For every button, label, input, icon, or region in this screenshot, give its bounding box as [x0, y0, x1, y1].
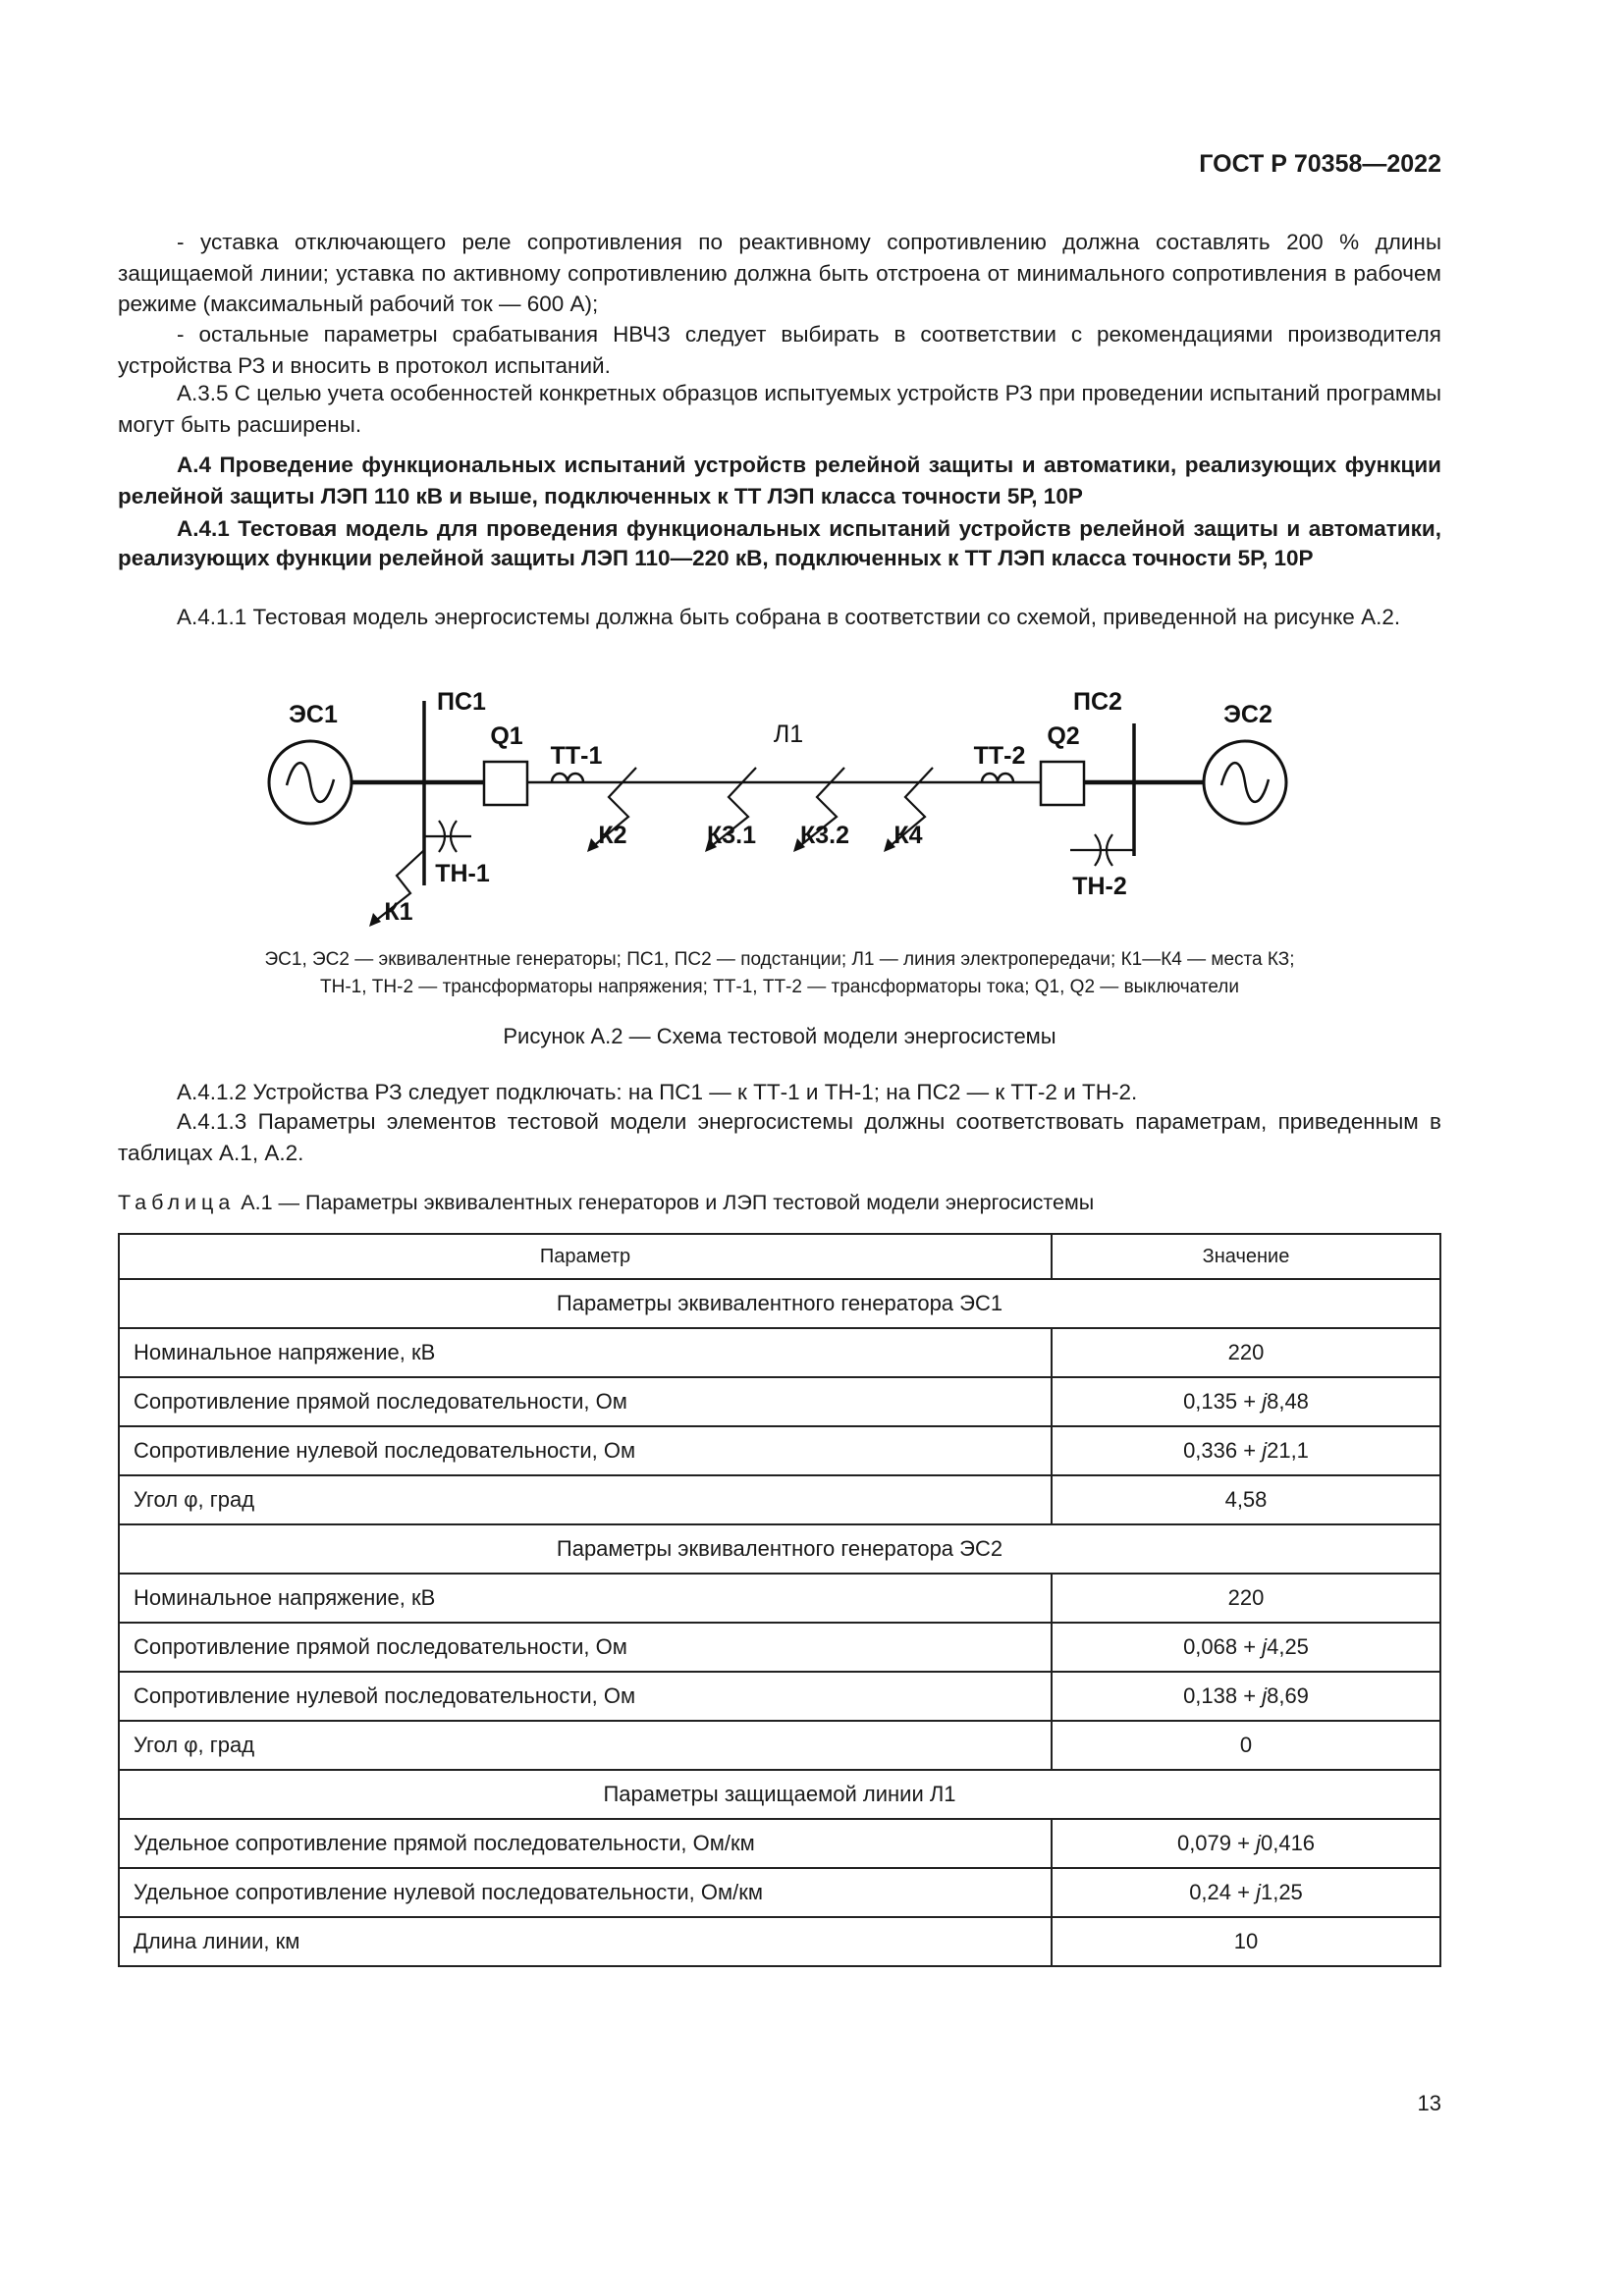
value-imag-unit: j — [1262, 1634, 1268, 1659]
table-row — [119, 1574, 1440, 1623]
value-imag: 8,69 — [1267, 1683, 1309, 1708]
value-imag: 4,25 — [1267, 1634, 1309, 1659]
legend-line: ТН-1, ТН-2 — трансформаторы напряжения; ТТ-1, ТТ-2 — трансформаторы тока; Q1, Q2 — выключатели — [320, 977, 1239, 997]
voltage-transformer-tn2-icon — [1070, 834, 1134, 866]
section-title: Параметры эквивалентного генератора ЭС1 — [119, 1279, 1440, 1328]
label-tt1: ТТ-1 — [550, 742, 603, 770]
value-imag: 21,1 — [1267, 1438, 1309, 1463]
table-row — [119, 1475, 1440, 1524]
page-number: 13 — [1417, 2091, 1441, 2115]
table-section-row — [119, 1279, 1440, 1328]
parameter-cell: Удельное сопротивление нулевой последовательности, Ом/км — [119, 1868, 1052, 1917]
paragraph-text: А.3.5 С целью учета особенностей конкретных образцов испытуемых устройств РЗ при проведении испытаний программы могут быть расширены. — [118, 381, 1441, 437]
value-cell — [1052, 1623, 1440, 1672]
parameters-table — [118, 1233, 1441, 1967]
value-imag-unit: j — [1262, 1683, 1268, 1708]
table-label: Таблица — [118, 1191, 236, 1214]
value-cell — [1052, 1426, 1440, 1475]
table-section-row — [119, 1770, 1440, 1819]
parameter-cell: Удельное сопротивление прямой последовательности, Ом/км — [119, 1819, 1052, 1868]
value-real: 0,138 + — [1183, 1683, 1263, 1708]
label-tt2: ТТ-2 — [973, 742, 1026, 770]
label-ps2: ПС2 — [1073, 688, 1122, 716]
value-cell: 220 — [1052, 1574, 1440, 1623]
table-row — [119, 1721, 1440, 1770]
value-cell — [1052, 1672, 1440, 1721]
table-row — [119, 1623, 1440, 1672]
parameter-cell: Сопротивление прямой последовательности, Ом — [119, 1377, 1052, 1426]
parameter-cell: Номинальное напряжение, кВ — [119, 1328, 1052, 1377]
value-real: 0,079 + — [1176, 1831, 1257, 1855]
current-transformer-tt2-icon — [982, 774, 1013, 782]
value-imag: 8,48 — [1267, 1389, 1309, 1414]
table-row — [119, 1672, 1440, 1721]
document-id: ГОСТ Р 70358—2022 — [1199, 150, 1441, 178]
table-row — [119, 1819, 1440, 1868]
value-real: 0,336 + — [1183, 1438, 1263, 1463]
section-title: Параметры эквивалентного генератора ЭС2 — [119, 1524, 1440, 1574]
paragraph-text: - остальные параметры срабатывания НВЧЗ следует выбирать в соответствии с рекомендациями производителя устройства РЗ и вносить в протокол испытаний. — [118, 322, 1441, 378]
label-k31: К3.1 — [706, 822, 757, 849]
table-section-row — [119, 1524, 1440, 1574]
table-row — [119, 1377, 1440, 1426]
label-k4: К4 — [893, 822, 923, 849]
label-tn2: ТН-2 — [1072, 873, 1127, 900]
value-imag-unit: j — [1262, 1389, 1268, 1414]
breaker-q2-icon — [1041, 762, 1084, 805]
figure-title: Рисунок А.2 — Схема тестовой модели энергосистемы — [503, 1024, 1056, 1048]
value-cell — [1052, 1377, 1440, 1426]
value-cell — [1052, 1819, 1440, 1868]
value-cell — [1052, 1868, 1440, 1917]
label-k2: К2 — [598, 822, 627, 849]
table-row — [119, 1917, 1440, 1966]
paragraph — [118, 1077, 1441, 1108]
section-title: Параметры защищаемой линии Л1 — [119, 1770, 1440, 1819]
value-cell: 0 — [1052, 1721, 1440, 1770]
label-ps1: ПС1 — [437, 688, 486, 716]
label-k32: К3.2 — [799, 822, 850, 849]
value-cell: 10 — [1052, 1917, 1440, 1966]
table-caption: А.1 — Параметры эквивалентных генераторов и ЛЭП тестовой модели энергосистемы — [235, 1191, 1095, 1214]
label-q2: Q2 — [1047, 722, 1080, 750]
label-l1: Л1 — [773, 721, 804, 748]
parameter-cell: Длина линии, км — [119, 1917, 1052, 1966]
paragraph-text: А.4.1.3 Параметры элементов тестовой модели энергосистемы должны соответствовать параметрам, приведенным в таблицах А.1, А.2. — [118, 1109, 1441, 1165]
value-imag-unit: j — [1262, 1438, 1268, 1463]
figure-legend — [118, 946, 1441, 1001]
label-es1: ЭС1 — [289, 701, 338, 728]
table-title — [118, 1191, 1094, 1215]
value-imag: 0,416 — [1260, 1831, 1316, 1855]
paragraph — [118, 1106, 1441, 1168]
legend-line: ЭС1, ЭС2 — эквивалентные генераторы; ПС1, ПС2 — подстанции; Л1 — линия электропередачи; К1—К4 — места КЗ; — [264, 949, 1295, 970]
table-row — [119, 1426, 1440, 1475]
table-header-row — [119, 1234, 1440, 1279]
power-system-diagram — [0, 0, 1624, 942]
parameter-cell: Сопротивление нулевой последовательности, Ом — [119, 1672, 1052, 1721]
value-real: 0,24 + — [1189, 1880, 1257, 1904]
value-imag-unit: j — [1256, 1880, 1261, 1904]
parameter-cell: Сопротивление нулевой последовательности, Ом — [119, 1426, 1052, 1475]
paragraph-text: А.4.1.2 Устройства РЗ следует подключать: на ПС1 — к ТТ-1 и ТН-1; на ПС2 — к ТТ-2 и ТН-2. — [177, 1080, 1138, 1104]
column-header-parameter: Параметр — [119, 1234, 1052, 1279]
parameter-cell: Сопротивление прямой последовательности, Ом — [119, 1623, 1052, 1672]
value-real: 0,135 + — [1183, 1389, 1263, 1414]
current-transformer-tt1-icon — [552, 774, 583, 782]
label-k1: К1 — [384, 898, 413, 926]
column-header-value: Значение — [1052, 1234, 1440, 1279]
heading-text: А.4 Проведение функциональных испытаний устройств релейной защиты и автоматики, реализующих функции релейной защиты ЛЭП 110 кВ и выше, подключенных к ТТ ЛЭП класса точности 5Р, 10Р — [118, 453, 1441, 508]
paragraph-text: - уставка отключающего реле сопротивления по реактивному сопротивлению должна составлять 200 % длины защищаемой линии; уставка по активному сопротивлению должна быть отстроена от минимального сопротивления в рабочем режиме (максимальный рабочий ток — 600 А); — [118, 230, 1441, 316]
table-row — [119, 1328, 1440, 1377]
value-imag: 1,25 — [1260, 1880, 1303, 1904]
value-cell: 220 — [1052, 1328, 1440, 1377]
value-real: 0,068 + — [1183, 1634, 1263, 1659]
label-es2: ЭС2 — [1223, 701, 1272, 728]
label-tn1: ТН-1 — [435, 860, 490, 887]
value-cell: 4,58 — [1052, 1475, 1440, 1524]
label-q1: Q1 — [490, 722, 523, 750]
breaker-q1-icon — [484, 762, 527, 805]
parameter-cell: Угол φ, град — [119, 1721, 1052, 1770]
heading-text: А.4.1 Тестовая модель для проведения функциональных испытаний устройств релейной защиты и автоматики, реализующих функции релейной защиты ЛЭП 110—220 кВ, подключенных к ТТ ЛЭП класса точности 5Р, 10Р — [118, 516, 1441, 570]
value-imag-unit: j — [1256, 1831, 1261, 1855]
voltage-transformer-tn1-icon — [424, 821, 471, 852]
table-row — [119, 1868, 1440, 1917]
parameter-cell: Номинальное напряжение, кВ — [119, 1574, 1052, 1623]
parameter-cell: Угол φ, град — [119, 1475, 1052, 1524]
paragraph-text: А.4.1.1 Тестовая модель энергосистемы должна быть собрана в соответствии со схемой, приведенной на рисунке А.2. — [177, 605, 1401, 629]
